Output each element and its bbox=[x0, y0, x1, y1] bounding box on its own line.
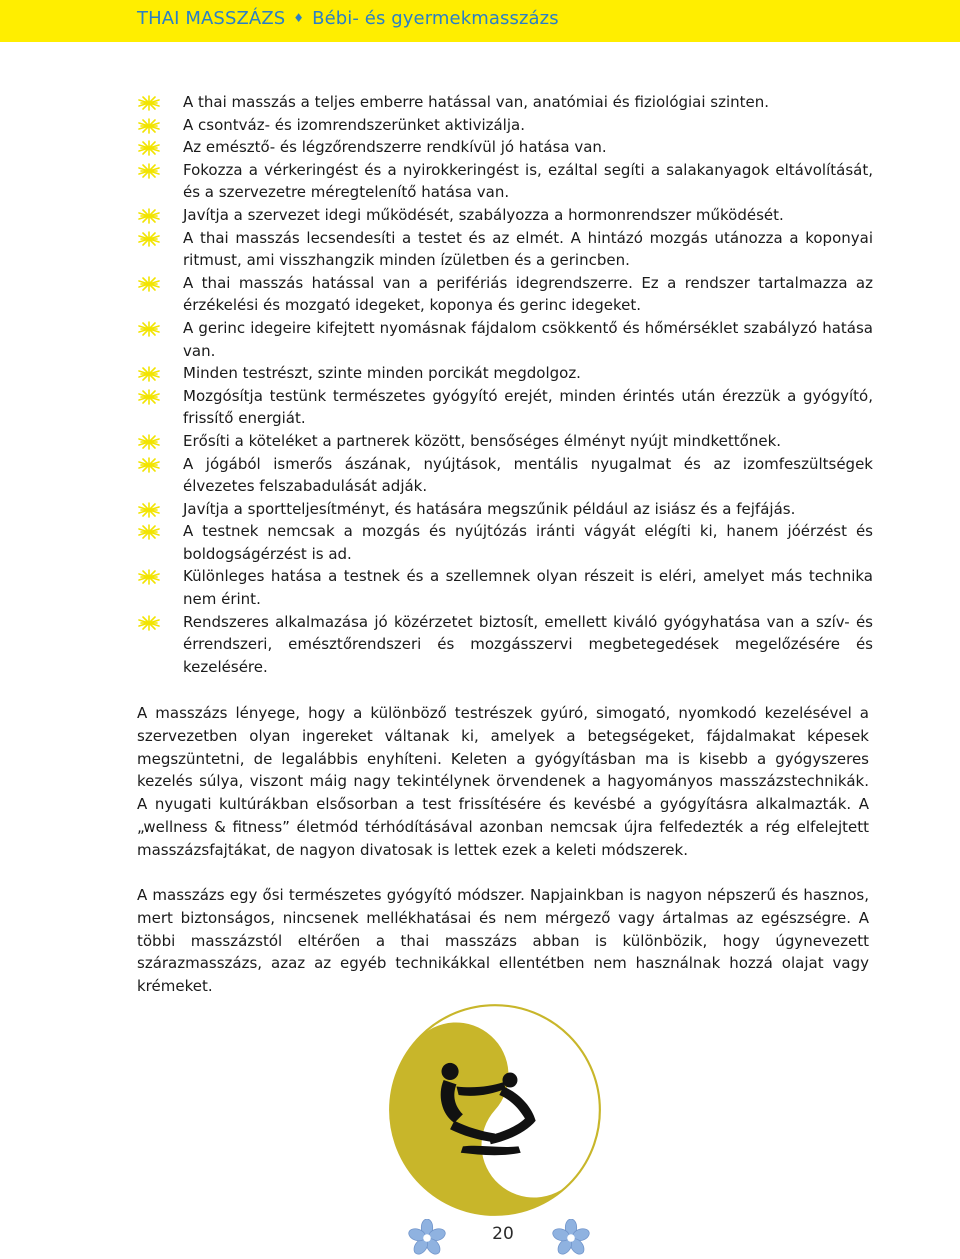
list-item bbox=[137, 91, 873, 114]
list-item bbox=[137, 565, 873, 610]
list-item-text: A testnek nemcsak a mozgás és nyújtózás iránti vágyát elégíti ki, hanem jóérzést és boldogságérzést is ad. bbox=[183, 522, 873, 563]
list-item-text: A thai masszás a teljes emberre hatással van, anatómiai és fiziológiai szinten. bbox=[183, 93, 770, 111]
list-item bbox=[137, 498, 873, 521]
sunburst-star-icon bbox=[137, 230, 161, 248]
header-title: THAI MASSZÁZS bbox=[137, 8, 286, 29]
list-item bbox=[137, 520, 873, 565]
list-item bbox=[137, 453, 873, 498]
list-item-text: A thai masszás hatással van a perifériás idegrendszerre. Ez a rendszer tartalmazza az érzékelési és mozgató idegeket, koponya és gerinc idegeket. bbox=[183, 273, 873, 315]
list-item-text: Javítja a sportteljesítményt, és hatására megszűnik például az isiász és a fejfájás. bbox=[183, 499, 796, 518]
benefits-list bbox=[137, 91, 873, 678]
list-item bbox=[137, 362, 873, 385]
header-subtitle: Bébi- és gyermekmasszázs bbox=[312, 8, 559, 29]
list-item bbox=[137, 204, 873, 227]
yin-yang-thai-massage-icon bbox=[388, 1003, 602, 1217]
list-item-text: Az emésztő- és légzőrendszerre rendkívül jó hatása van. bbox=[183, 138, 607, 157]
list-item-text: A jógából ismerős ászának, nyújtások, mentális nyugalmat és az izomfeszültségek élvezetes felszabadulását adják. bbox=[183, 454, 873, 496]
list-item bbox=[137, 385, 873, 430]
blue-flower-icon bbox=[408, 1219, 446, 1257]
sunburst-star-icon bbox=[137, 162, 161, 180]
list-item bbox=[137, 317, 873, 362]
list-item bbox=[137, 227, 873, 272]
sunburst-star-icon bbox=[137, 388, 161, 406]
sunburst-star-icon bbox=[137, 207, 161, 225]
header-title-line bbox=[137, 8, 559, 29]
sunburst-star-icon bbox=[137, 139, 161, 157]
list-item-text: Fokozza a vérkeringést és a nyirokkeringést is, ezáltal segíti a salakanyagok eltávolítását, és a szervezetre méregtelenítő hatása van. bbox=[183, 160, 873, 202]
blue-flower-icon bbox=[552, 1219, 590, 1257]
list-item bbox=[137, 159, 873, 204]
sunburst-star-icon bbox=[137, 117, 161, 135]
diamond-separator-icon: ♦ bbox=[293, 11, 305, 25]
list-item-text: A gerinc idegeire kifejtett nyomásnak fájdalom csökkentő és hőmérséklet szabályzó hatása van. bbox=[183, 318, 873, 360]
sunburst-star-icon bbox=[137, 275, 161, 293]
list-item bbox=[137, 430, 873, 453]
list-item-text: A csontváz- és izomrendszerünket aktivizálja. bbox=[183, 115, 525, 134]
sunburst-star-icon bbox=[137, 456, 161, 474]
page-number: 20 bbox=[492, 1224, 514, 1244]
header-bar bbox=[0, 0, 960, 42]
list-item-text: A thai masszás lecsendesíti a testet és az elmét. A hintázó mozgás utánozza a koponyai ritmust, ami visszhangzik minden ízületben és a gerincben. bbox=[183, 228, 873, 270]
list-item-text: Minden testrészt, szinte minden porcikát megdolgoz. bbox=[183, 364, 581, 383]
sunburst-star-icon bbox=[137, 568, 161, 586]
list-item bbox=[137, 272, 873, 317]
sunburst-star-icon bbox=[137, 365, 161, 383]
sunburst-star-icon bbox=[137, 94, 161, 112]
sunburst-star-icon bbox=[137, 501, 161, 519]
list-item bbox=[137, 136, 873, 159]
list-item-text: Rendszeres alkalmazása jó közérzetet biztosít, emellett kiváló gyógyhatása van a szív- és érrendszeri, emésztőrendszeri és mozgásszervi megbetegedések megelőzésére és kezelésére. bbox=[183, 612, 873, 676]
list-item bbox=[137, 114, 873, 137]
sunburst-star-icon bbox=[137, 433, 161, 451]
sunburst-star-icon bbox=[137, 320, 161, 338]
list-item-text: Erősíti a köteléket a partnerek között, bensőséges élményt nyújt mindkettőnek. bbox=[183, 431, 782, 450]
list-item-text: Különleges hatása a testnek és a szellemnek olyan részeit is eléri, amelyet más technika nem érint. bbox=[183, 567, 873, 609]
sunburst-star-icon bbox=[137, 614, 161, 632]
sunburst-star-icon bbox=[137, 523, 161, 541]
list-item-text: Javítja a szervezet idegi működését, szabályozza a hormonrendszer működését. bbox=[183, 205, 784, 224]
paragraph-massage-essence: A masszázs lényege, hogy a különböző testrészek gyúró, simogató, nyomkodó kezelésével a szervezetben olyan ingereket váltanak ki, amelyek a betegségeket, fájdalmakat képesek megszüntetni, de legalábbis enyhíteni. Keleten a gyógyításban ma is kisebb a gyógyszeres kezelés súlya, viszont máig nagy tekintélynek örvendenek a hagyományos masszázstechnikák. A nyugati kultúrákban elsősorban a test frissítésére és kevésbé a gyógyításra alkalmazták. A „wellness & fitness” életmód térhódításával azonban nemcsak újra felfedezték a rég elfelejtett masszázsfajtákat, de nagyon divatosak is lettek ezek a keleti módszerek. bbox=[137, 704, 869, 859]
paragraph-ancient-method: A masszázs egy ősi természetes gyógyító módszer. Napjainkban is nagyon népszerű és hasznos, mert biztonságos, nincsenek mellékhatásai és nem mérgező vagy ártalmas az egészségre. A többi masszázstól eltérően a thai masszázs abban is különbözik, hogy úgynevezett szárazmasszázs, azaz az egyéb technikákkal ellentétben nem használnak hozzá olajat vagy krémeket. bbox=[137, 886, 869, 996]
list-item-text: Mozgósítja testünk természetes gyógyító erejét, minden érintés után érezzük a gyógyító, frissítő energiát. bbox=[183, 386, 873, 428]
list-item bbox=[137, 611, 873, 679]
